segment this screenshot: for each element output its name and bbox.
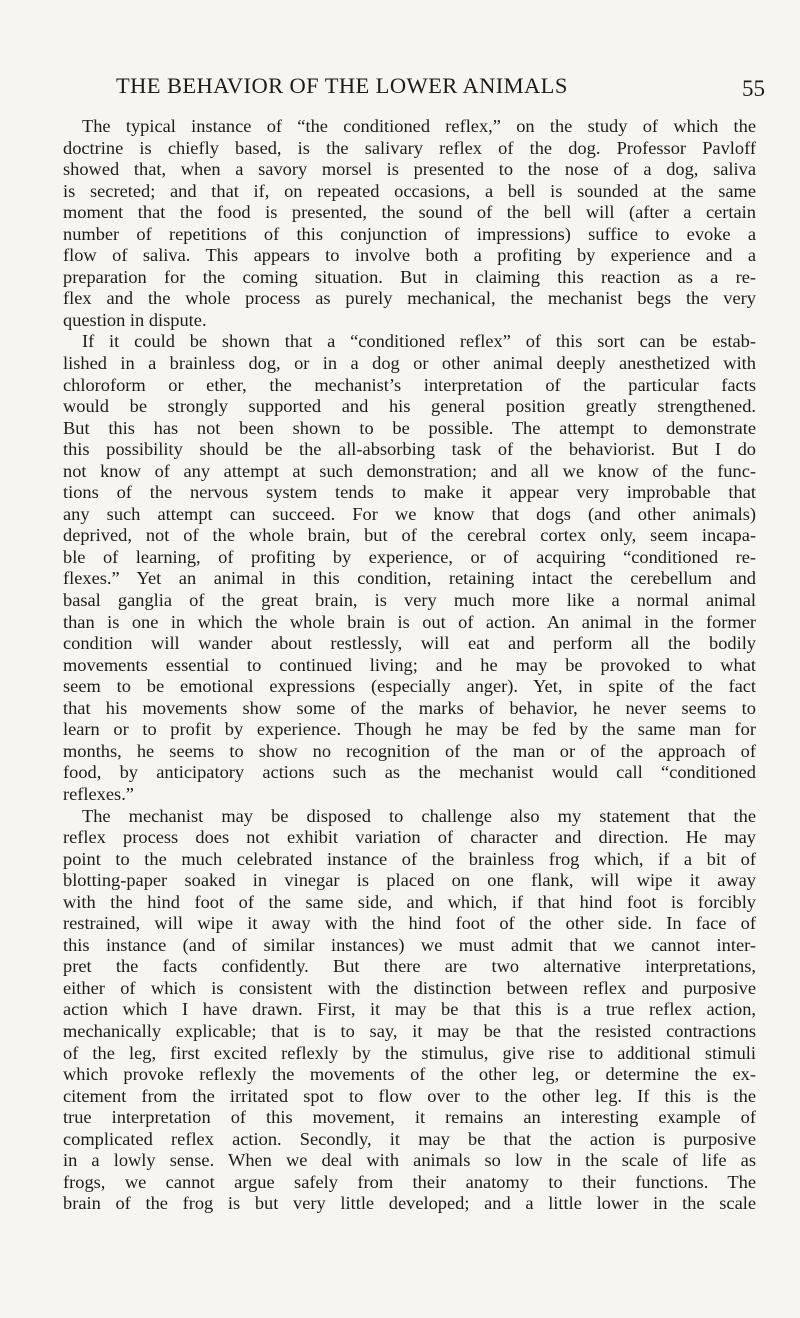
page-number: 55 [742,76,765,101]
paragraph-pavloff-reflex [63,116,756,331]
text-line: doctrine is chiefly based, is the salivary reflex of the dog. Professor Pavloff [63,137,756,158]
text-line: But this has not been shown to be possible. The attempt to demonstrate [63,417,756,438]
text-line: flow of saliva. This appears to involve both a profiting by experience and a [63,245,756,266]
text-line: reflex process does not exhibit variation of character and direction. He may [63,827,756,848]
text-line: that his movements show some of the marks of behavior, he never seems to [63,697,756,718]
text-line: The mechanist may be disposed to challenge also my statement that the [82,805,756,826]
text-line: brain of the frog is but very little developed; and a little lower in the scale [63,1193,756,1214]
text-line: seem to be emotional expressions (especially anger). Yet, in spite of the fact [63,676,756,697]
paragraph-brainless-dog [63,331,756,805]
text-line: either of which is consistent with the distinction between reflex and purposive [63,977,756,998]
text-line: is secreted; and that if, on repeated occasions, a bell is sounded at the same [63,180,756,201]
running-title: THE BEHAVIOR OF THE LOWER ANIMALS [116,73,568,98]
text-line: The typical instance of “the conditioned reflex,” on the study of which the [82,116,756,136]
text-line: pret the facts confidently. But there are two alternative interpretations, [63,956,756,977]
text-line: learn or to profit by experience. Though he may be fed by the same man for [63,719,756,740]
text-line: in a lowly sense. When we deal with animals so low in the scale of life as [63,1150,756,1171]
text-line: condition will wander about restlessly, will eat and perform all the bodily [63,633,756,654]
text-line: than is one in which the whole brain is out of action. An animal in the former [63,611,756,632]
text-line: would be strongly supported and his general position greatly strengthened. [63,396,756,417]
text-line: of the leg, first excited reflexly by the stimulus, give rise to additional stimuli [63,1042,756,1063]
text-line: tions of the nervous system tends to make it appear very improbable that [63,482,756,503]
text-line: citement from the irritated spot to flow over to the other leg. If this is the [63,1085,756,1106]
paragraph-brainless-frog [63,806,756,1215]
text-line: point to the much celebrated instance of the brainless frog which, if a bit of [63,848,756,869]
text-line: showed that, when a savory morsel is presented to the nose of a dog, saliva [63,159,756,180]
text-line: restrained, will wipe it away with the hind foot of the other side. In face of [63,913,756,934]
text-line: basal ganglia of the great brain, is very much more like a normal animal [63,590,756,611]
text-line: not know of any attempt at such demonstration; and all we know of the func- [63,460,756,481]
text-line: reflexes.” [63,783,134,804]
text-line: movements essential to continued living; and he may be provoked to what [63,654,756,675]
text-line: this instance (and of similar instances) we must admit that we cannot inter- [63,934,756,955]
text-line: which provoke reflexly the movements of the other leg, or determine the ex- [63,1064,756,1085]
text-line: question in dispute. [63,309,207,330]
text-line: ble of learning, of profiting by experience, or of acquiring “conditioned re- [63,546,756,567]
text-line: any such attempt can succeed. For we know that dogs (and other animals) [63,503,756,524]
text-line: chloroform or ether, the mechanist’s interpretation of the particular facts [63,374,756,395]
body-text [63,116,756,1215]
text-line: flexes.” Yet an animal in this condition, retaining intact the cerebellum and [63,568,756,589]
text-line: moment that the food is presented, the sound of the bell will (after a certain [63,202,756,223]
text-line: blotting-paper soaked in vinegar is placed on one flank, will wipe it away [63,870,756,891]
text-line: true interpretation of this movement, it remains an interesting example of [63,1107,756,1128]
text-line: this possibility should be the all-absorbing task of the behaviorist. But I do [63,439,756,460]
text-line: frogs, we cannot argue safely from their anatomy to their functions. The [63,1171,756,1192]
text-line: with the hind foot of the same side, and which, if that hind foot is forcibly [63,891,756,912]
text-line: preparation for the coming situation. But in claiming this reaction as a re- [63,266,756,287]
text-line: months, he seems to show no recognition of the man or of the approach of [63,740,756,761]
text-line: number of repetitions of this conjunction of impressions) suffice to evoke a [63,223,756,244]
text-line: If it could be shown that a “conditioned reflex” of this sort can be estab- [82,331,756,352]
text-line: action which I have drawn. First, it may be that this is a true reflex action, [63,999,756,1020]
text-line: lished in a brainless dog, or in a dog or other animal deeply anesthetized with [63,353,756,374]
text-line: mechanically explicable; that is to say, it may be that the resisted contractions [63,1020,756,1041]
text-line: complicated reflex action. Secondly, it may be that the action is purposive [63,1128,756,1149]
text-line: flex and the whole process as purely mechanical, the mechanist begs the very [63,288,756,309]
text-line: food, by anticipatory actions such as the mechanist would call “conditioned [63,762,756,783]
text-line: deprived, not of the whole brain, but of the cerebral cortex only, seem incapa- [63,525,756,546]
